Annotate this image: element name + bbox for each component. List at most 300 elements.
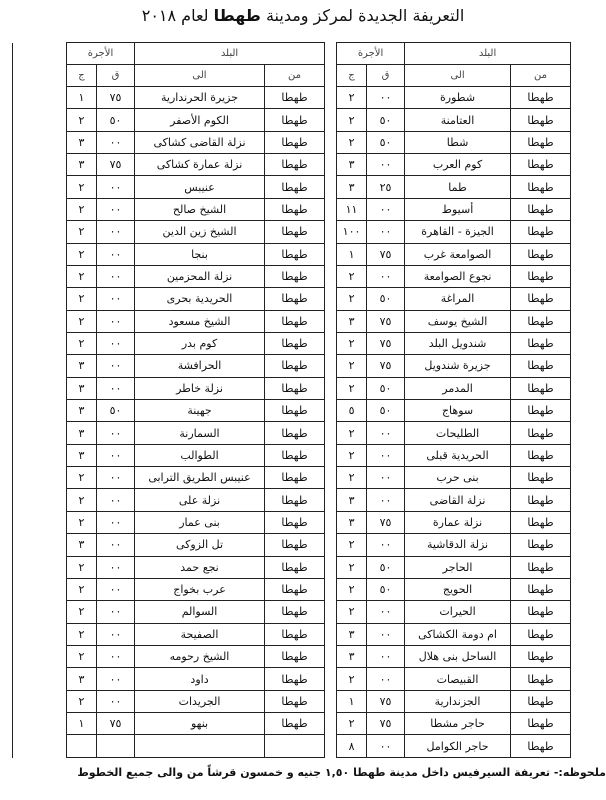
left-from-cell: طهطا [265,668,325,690]
left-pound-cell: ٣ [67,355,97,377]
title-prefix: التعريفة الجديدة لمركز ومدينة [260,6,465,25]
left-from-cell: طهطا [265,310,325,332]
table-row [13,601,571,623]
right-piaster-cell: ٥٠ [367,131,405,153]
right-pound-header: ج [337,65,367,87]
left-pound-cell: ٢ [67,176,97,198]
right-fare-header: الأجرة [337,43,405,65]
table-row [13,556,571,578]
column-separator [13,65,67,87]
left-pound-cell [67,735,97,758]
column-separator [325,534,337,556]
right-piaster-cell: ٥٠ [367,578,405,600]
column-separator [13,265,67,287]
right-to-cell: شطا [405,131,511,153]
table-row [13,154,571,176]
right-from-cell: طهطا [511,713,571,735]
right-to-cell: نزلة الدقاشية [405,534,511,556]
right-piaster-cell: ٥٠ [367,400,405,422]
left-piaster-cell: ٠٠ [97,243,135,265]
right-from-cell: طهطا [511,422,571,444]
right-piaster-cell: ٠٠ [367,154,405,176]
table-row [13,534,571,556]
right-piaster-cell: ٠٠ [367,87,405,109]
table-row [13,690,571,712]
left-piaster-cell: ٠٠ [97,444,135,466]
left-to-cell: الطوالب [135,444,265,466]
right-to-cell: نزلة عمارة [405,511,511,533]
right-to-cell: الطليحات [405,422,511,444]
sub-header-row [13,65,571,87]
right-piaster-cell: ٠٠ [367,467,405,489]
column-separator [325,601,337,623]
left-from-cell: طهطا [265,87,325,109]
column-separator [325,556,337,578]
left-pound-cell: ٣ [67,131,97,153]
left-piaster-cell: ٠٠ [97,377,135,399]
right-to-cell: نزلة القاضى [405,489,511,511]
left-from-cell: طهطا [265,400,325,422]
left-pound-cell: ٢ [67,243,97,265]
right-to-cell: الجيزة - القاهرة [405,221,511,243]
left-to-cell: جهينة [135,400,265,422]
table-row [13,332,571,354]
right-piaster-cell: ٠٠ [367,601,405,623]
right-from-cell: طهطا [511,332,571,354]
right-pound-cell: ٢ [337,332,367,354]
left-from-cell: طهطا [265,623,325,645]
column-separator [325,377,337,399]
left-piaster-cell: ٠٠ [97,198,135,220]
left-piaster-cell: ٠٠ [97,332,135,354]
column-separator [325,332,337,354]
right-pound-cell: ٢ [337,467,367,489]
right-from-cell: طهطا [511,377,571,399]
column-separator [13,668,67,690]
right-to-cell: طما [405,176,511,198]
left-pound-cell: ٢ [67,310,97,332]
right-from-cell: طهطا [511,489,571,511]
left-piaster-cell: ٠٠ [97,489,135,511]
left-pound-cell: ٢ [67,578,97,600]
column-separator [325,355,337,377]
left-to-cell: الجريدات [135,690,265,712]
left-pound-cell: ١ [67,87,97,109]
table-row [13,288,571,310]
column-separator [325,65,337,87]
left-to-cell: الشيخ زين الدين [135,221,265,243]
right-to-cell: حاجر الكوامل [405,735,511,758]
table-row [13,87,571,109]
column-separator [325,131,337,153]
right-from-cell: طهطا [511,578,571,600]
column-separator [13,713,67,735]
column-separator [13,489,67,511]
left-from-cell: طهطا [265,422,325,444]
left-pound-cell: ١ [67,713,97,735]
right-from-cell: طهطا [511,131,571,153]
table-row [13,735,571,758]
left-pound-cell: ٣ [67,400,97,422]
left-to-cell: الحرافشة [135,355,265,377]
right-piaster-cell: ٠٠ [367,668,405,690]
left-to-cell: نجع حمد [135,556,265,578]
left-to-cell: الصفيحة [135,623,265,645]
left-pound-cell: ٣ [67,668,97,690]
left-pound-cell: ٢ [67,288,97,310]
left-from-cell: طهطا [265,578,325,600]
left-pound-cell: ٢ [67,601,97,623]
table-row [13,243,571,265]
column-separator [13,578,67,600]
footer-note: ملحوظه:- تعريفة السيرفيس داخل مدينة طهطا ١,٥٠ جنيه و خمسون قرشاً من والى جميع الخطوط [77,766,606,779]
left-pound-cell: ٢ [67,511,97,533]
table-row [13,355,571,377]
right-from-cell: طهطا [511,176,571,198]
left-piaster-cell: ٠٠ [97,601,135,623]
column-separator [13,377,67,399]
left-from-cell: طهطا [265,221,325,243]
right-to-cell: الحويج [405,578,511,600]
column-separator [325,578,337,600]
left-piaster-cell: ٠٠ [97,422,135,444]
right-to-cell: بنى حرب [405,467,511,489]
right-pound-cell: ١١ [337,198,367,220]
left-from-cell: طهطا [265,265,325,287]
title-suffix: لعام ٢٠١٨ [141,6,214,25]
left-to-cell: بنجا [135,243,265,265]
left-fare-header: الأجرة [67,43,135,65]
right-pound-cell: ٣ [337,154,367,176]
column-separator [13,735,67,758]
right-to-cell: الساحل بنى هلال [405,645,511,667]
left-pound-cell: ٢ [67,489,97,511]
left-from-cell: طهطا [265,243,325,265]
left-from-cell: طهطا [265,645,325,667]
column-separator [13,556,67,578]
right-to-cell: العتامنة [405,109,511,131]
left-piaster-cell: ٧٥ [97,154,135,176]
left-piaster-cell: ٠٠ [97,221,135,243]
right-to-cell: شطورة [405,87,511,109]
right-pound-cell: ٢ [337,355,367,377]
right-from-cell: طهطا [511,735,571,758]
left-pound-cell: ٢ [67,109,97,131]
left-from-cell: طهطا [265,377,325,399]
left-to-cell: الكوم الأصفر [135,109,265,131]
left-to-cell: نزلة القاضى كشاكى [135,131,265,153]
right-from-cell: طهطا [511,511,571,533]
right-from-cell: طهطا [511,87,571,109]
left-to-cell: عرب بخواج [135,578,265,600]
right-to-cell: أسيوط [405,198,511,220]
left-from-cell: طهطا [265,288,325,310]
right-from-cell: طهطا [511,109,571,131]
left-pound-header: ج [67,65,97,87]
right-pound-cell: ٨ [337,735,367,758]
left-to-cell: نزلة المحزمين [135,265,265,287]
left-to-cell: كوم بدر [135,332,265,354]
left-to-cell: الشيخ مسعود [135,310,265,332]
left-pound-cell: ٢ [67,623,97,645]
right-piaster-cell: ٠٠ [367,645,405,667]
left-piaster-cell: ٠٠ [97,645,135,667]
left-piaster-cell: ٧٥ [97,87,135,109]
right-pound-cell: ٢ [337,265,367,287]
right-pound-cell: ٢ [337,377,367,399]
right-to-cell: سوهاج [405,400,511,422]
left-to-cell: الشيخ رحومه [135,645,265,667]
column-separator [13,601,67,623]
column-separator [325,154,337,176]
group-header-row [13,43,571,65]
right-piaster-cell: ٧٥ [367,332,405,354]
left-pound-cell: ٢ [67,221,97,243]
column-separator [13,154,67,176]
left-from-cell: طهطا [265,467,325,489]
left-piaster-cell: ٠٠ [97,668,135,690]
right-to-cell: ام دومة الكشاكى [405,623,511,645]
right-to-cell: القبيصات [405,668,511,690]
left-from-cell: طهطا [265,713,325,735]
left-from-cell: طهطا [265,109,325,131]
left-pound-cell: ٢ [67,332,97,354]
right-pound-cell: ٣ [337,176,367,198]
right-pound-cell: ٢ [337,288,367,310]
right-from-cell: طهطا [511,645,571,667]
column-separator [325,444,337,466]
column-separator [13,444,67,466]
right-from-cell: طهطا [511,668,571,690]
right-from-cell: طهطا [511,556,571,578]
right-from-cell: طهطا [511,467,571,489]
right-piaster-cell: ٠٠ [367,735,405,758]
tariff-body [13,87,571,758]
left-from-cell: طهطا [265,355,325,377]
right-pound-cell: ٢ [337,601,367,623]
right-pound-cell: ٣ [337,310,367,332]
left-piaster-header: ق [97,65,135,87]
table-row [13,265,571,287]
left-to-cell: نزلة على [135,489,265,511]
column-separator [325,489,337,511]
left-piaster-cell [97,735,135,758]
right-to-cell: الصوامعة غرب [405,243,511,265]
right-pound-cell: ٢ [337,131,367,153]
right-piaster-cell: ٠٠ [367,198,405,220]
right-to-cell: الشيخ يوسف [405,310,511,332]
left-pound-cell: ٢ [67,690,97,712]
right-to-cell: شندويل البلد [405,332,511,354]
column-separator [13,511,67,533]
column-separator [325,400,337,422]
right-pound-cell: ١ [337,690,367,712]
right-piaster-cell: ٧٥ [367,511,405,533]
right-from-cell: طهطا [511,623,571,645]
column-separator [325,87,337,109]
right-piaster-cell: ٥٠ [367,109,405,131]
left-from-cell: طهطا [265,534,325,556]
right-piaster-cell: ٠٠ [367,534,405,556]
column-separator [13,310,67,332]
column-separator [13,534,67,556]
left-from-cell: طهطا [265,131,325,153]
column-separator [13,288,67,310]
left-piaster-cell: ٥٠ [97,109,135,131]
right-piaster-cell: ٥٠ [367,556,405,578]
left-to-cell [135,735,265,758]
left-piaster-cell: ٠٠ [97,578,135,600]
table-row [13,176,571,198]
column-separator [13,243,67,265]
left-to-cell: الشيخ صالح [135,198,265,220]
right-piaster-cell: ٥٠ [367,288,405,310]
left-piaster-cell: ٠٠ [97,176,135,198]
column-separator [325,109,337,131]
table-row [13,511,571,533]
right-to-cell: الحاجر [405,556,511,578]
column-separator [325,422,337,444]
right-piaster-cell: ٧٥ [367,310,405,332]
right-from-cell: طهطا [511,221,571,243]
column-separator [325,511,337,533]
left-from-cell: طهطا [265,489,325,511]
table-row [13,221,571,243]
left-pound-cell: ٢ [67,645,97,667]
right-pound-cell: ٢ [337,534,367,556]
right-pound-cell: ٢ [337,109,367,131]
left-pound-cell: ٣ [67,444,97,466]
left-to-cell: تل الزوكى [135,534,265,556]
left-pound-cell: ٣ [67,377,97,399]
table-row [13,489,571,511]
left-to-cell: نزلة عمارة كشاكى [135,154,265,176]
right-piaster-cell: ٠٠ [367,422,405,444]
table-row [13,310,571,332]
right-from-cell: طهطا [511,265,571,287]
right-to-header: الى [405,65,511,87]
right-pound-cell: ٣ [337,489,367,511]
column-separator [325,288,337,310]
column-separator [325,198,337,220]
left-piaster-cell: ٠٠ [97,288,135,310]
left-from-cell: طهطا [265,332,325,354]
right-piaster-cell: ٧٥ [367,690,405,712]
left-to-cell: جزيرة الحرندارية [135,87,265,109]
left-pound-cell: ٢ [67,265,97,287]
table-row [13,645,571,667]
column-separator [325,735,337,758]
right-from-header: من [511,65,571,87]
right-pound-cell: ١ [337,243,367,265]
left-piaster-cell: ٠٠ [97,265,135,287]
left-from-cell: طهطا [265,154,325,176]
right-from-cell: طهطا [511,154,571,176]
right-to-cell: المدمر [405,377,511,399]
table-row [13,467,571,489]
column-separator [13,109,67,131]
left-to-cell: عنيبس الطريق الترابى [135,467,265,489]
table-row [13,422,571,444]
column-separator [325,43,337,65]
left-from-cell: طهطا [265,690,325,712]
page-title [0,6,606,25]
left-piaster-cell: ٠٠ [97,690,135,712]
column-separator [13,43,67,65]
column-separator [13,131,67,153]
column-separator [13,645,67,667]
column-separator [325,668,337,690]
right-pound-cell: ٥ [337,400,367,422]
column-separator [13,467,67,489]
tariff-table [12,42,571,758]
left-to-cell: بنى عمار [135,511,265,533]
right-piaster-header: ق [367,65,405,87]
left-pound-cell: ٢ [67,198,97,220]
left-to-cell: نزلة خاطر [135,377,265,399]
column-separator [13,198,67,220]
right-from-cell: طهطا [511,310,571,332]
right-pound-cell: ١٠٠ [337,221,367,243]
table-row [13,109,571,131]
right-piaster-cell: ٠٠ [367,623,405,645]
table-row [13,713,571,735]
left-pound-cell: ٣ [67,422,97,444]
right-from-cell: طهطا [511,243,571,265]
right-from-cell: طهطا [511,288,571,310]
left-to-cell: بنهو [135,713,265,735]
right-pound-cell: ٢ [337,578,367,600]
left-piaster-cell: ٠٠ [97,623,135,645]
table-row [13,377,571,399]
left-pound-cell: ٣ [67,154,97,176]
column-separator [325,243,337,265]
left-piaster-cell: ٠٠ [97,467,135,489]
right-from-cell: طهطا [511,534,571,556]
right-piaster-cell: ٧٥ [367,355,405,377]
left-from-header: من [265,65,325,87]
right-from-cell: طهطا [511,355,571,377]
right-place-header: البلد [405,43,571,65]
left-piaster-cell: ٠٠ [97,355,135,377]
left-to-header: الى [135,65,265,87]
right-to-cell: نجوع الصوامعة [405,265,511,287]
right-piaster-cell: ٠٠ [367,444,405,466]
column-separator [13,87,67,109]
right-piaster-cell: ٢٥ [367,176,405,198]
right-pound-cell: ٣ [337,645,367,667]
column-separator [13,332,67,354]
right-piaster-cell: ٧٥ [367,243,405,265]
table-row [13,623,571,645]
title-city: طهطا [213,6,261,25]
left-piaster-cell: ٠٠ [97,131,135,153]
left-from-cell: طهطا [265,198,325,220]
left-piaster-cell: ٠٠ [97,310,135,332]
left-from-cell: طهطا [265,444,325,466]
right-pound-cell: ٣ [337,623,367,645]
right-piaster-cell: ٥٠ [367,377,405,399]
left-piaster-cell: ٥٠ [97,400,135,422]
left-piaster-cell: ٠٠ [97,511,135,533]
right-to-cell: كوم العرب [405,154,511,176]
right-pound-cell: ٢ [337,87,367,109]
column-separator [325,467,337,489]
column-separator [13,690,67,712]
right-piaster-cell: ٧٥ [367,713,405,735]
right-to-cell: الجزندارية [405,690,511,712]
right-to-cell: الحيرات [405,601,511,623]
